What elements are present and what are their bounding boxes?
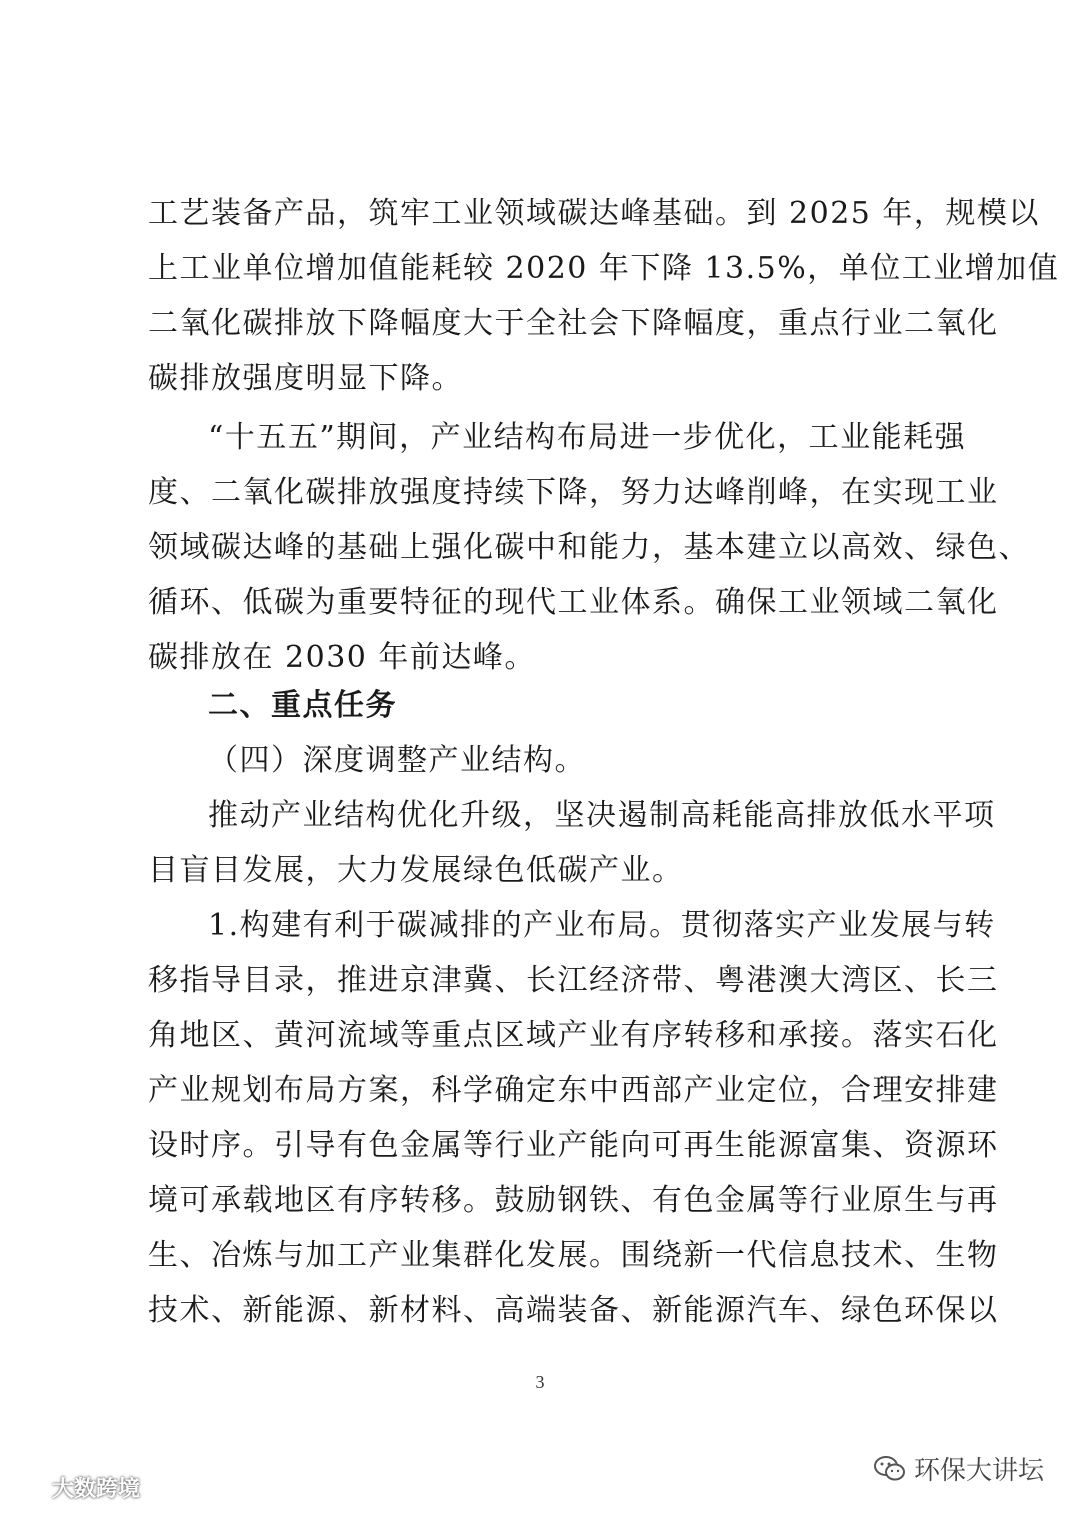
text-line: 产业规划布局方案，科学确定东中西部产业定位，合理安排建	[148, 1073, 999, 1108]
text-line: 1.构建有利于碳减排的产业布局。贯彻落实产业发展与转	[208, 908, 996, 943]
text-line: 设时序。引导有色金属等行业产能向可再生能源富集、资源环	[148, 1128, 999, 1163]
subsection-heading: （四）深度调整产业结构。	[208, 743, 586, 778]
text-line: 境可承载地区有序转移。鼓励钢铁、有色金属等行业原生与再	[148, 1183, 999, 1218]
text-line: 工艺装备产品，筑牢工业领域碳达峰基础。到 2025 年，规模以	[148, 196, 1040, 231]
text-line: 碳排放在 2030 年前达峰。	[148, 640, 536, 675]
text-line: 目盲目发展，大力发展绿色低碳产业。	[148, 853, 684, 888]
page-number: 3	[535, 1372, 545, 1392]
text-line: 角地区、黄河流域等重点区域产业有序转移和承接。落实石化	[148, 1018, 999, 1053]
text-line: 领域碳达峰的基础上强化碳中和能力，基本建立以高效、绿色、	[148, 530, 1030, 565]
watermark-logo-icon	[10, 1476, 46, 1500]
text-line: 推动产业结构优化升级，坚决遏制高耗能高排放低水平项	[208, 798, 996, 833]
watermark-right	[874, 1450, 1044, 1487]
text-line: 循环、低碳为重要特征的现代工业体系。确保工业领域二氧化	[148, 585, 999, 620]
wechat-icon	[874, 1455, 906, 1483]
text-line: 上工业单位增加值能耗较 2020 年下降 13.5%，单位工业增加值	[148, 251, 1060, 286]
section-heading: 二、重点任务	[208, 688, 397, 723]
text-line: 生、冶炼与加工产业集群化发展。围绕新一代信息技术、生物	[148, 1238, 999, 1273]
text-line: 移指导目录，推进京津冀、长江经济带、粤港澳大湾区、长三	[148, 963, 999, 998]
text-line: 二氧化碳排放下降幅度大于全社会下降幅度，重点行业二氧化	[148, 306, 999, 341]
text-line: 碳排放强度明显下降。	[148, 361, 463, 396]
watermark-left-text: 大数跨境	[52, 1477, 141, 1502]
watermark-left	[10, 1472, 140, 1503]
text-line: 度、二氧化碳排放强度持续下降，努力达峰削峰，在实现工业	[148, 475, 999, 510]
watermark-right-text: 环保大讲坛	[913, 1456, 1044, 1486]
text-line: 技术、新能源、新材料、高端装备、新能源汽车、绿色环保以	[148, 1293, 999, 1328]
text-line: “十五五”期间，产业结构布局进一步优化，工业能耗强	[208, 420, 967, 455]
